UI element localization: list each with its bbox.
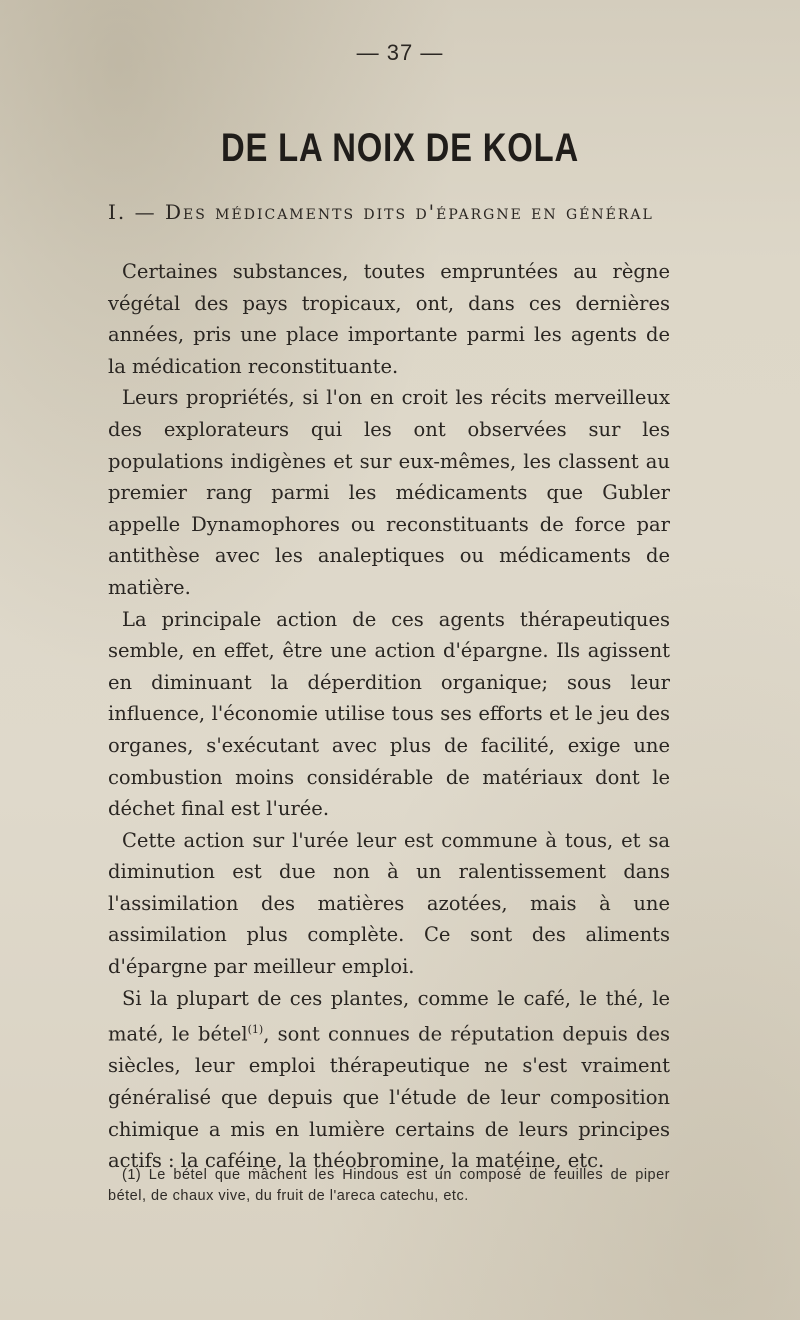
section-heading: I. — Des médicaments dits d'épargne en général — [108, 200, 654, 224]
paragraph-text: , sont connues de réputation depuis des siècles, leur emploi thérapeutique ne s'est vraiment généralisé que depuis que l'étude de leur composition chimique a mis en lumière certains de leurs principes actifs : la caféine, la théobromine, la matéine, etc. — [108, 1022, 670, 1173]
paragraph-text: Si la plupart de ces plantes, comme le café, le thé, le maté, le bétel — [108, 986, 670, 1046]
paragraph — [108, 983, 670, 1177]
paragraph: Leurs propriétés, si l'on en croit les récits merveilleux des explorateurs qui les ont observées sur les populations indigènes et sur eux-mêmes, les classent au premier rang parmi les médicaments que Gubler appelle Dynamophores ou reconstituants de force par antithèse avec les analeptiques ou médicaments de matière. — [108, 386, 670, 599]
chapter-title: DE LA NOIX DE KOLA — [221, 126, 579, 170]
paragraph: Certaines substances, toutes empruntées au règne végétal des pays tropicaux, ont, dans ces dernières années, pris une place importante parmi les agents de la médication reconstituante. — [108, 260, 670, 378]
paragraph: La principale action de ces agents thérapeutiques semble, en effet, être une action d'épargne. Ils agissent en diminuant la déperdition organique; sous leur influence, l'économie utilise tous ses efforts et le jeu des organes, s'exécutant avec plus de facilité, exige une combustion moins considérable de matériaux dont le déchet final est l'urée. — [108, 607, 670, 821]
page-number: — 37 — — [356, 40, 444, 65]
footnote-reference: (1) — [247, 1023, 264, 1037]
body-text — [108, 256, 670, 1177]
footnote-text: (1) Le bétel que mâchent les Hindous est un composé de feuilles de piper bétel, de chaux vive, du fruit de l'areca catechu, etc. — [108, 1167, 670, 1204]
paragraph: Cette action sur l'urée leur est commune à tous, et sa diminution est due non à un ralentissement dans l'assimilation des matières azotées, mais à une assimilation plus complète. Ce sont des aliments d'épargne par meilleur emploi. — [108, 828, 670, 979]
footnote — [108, 1165, 670, 1207]
